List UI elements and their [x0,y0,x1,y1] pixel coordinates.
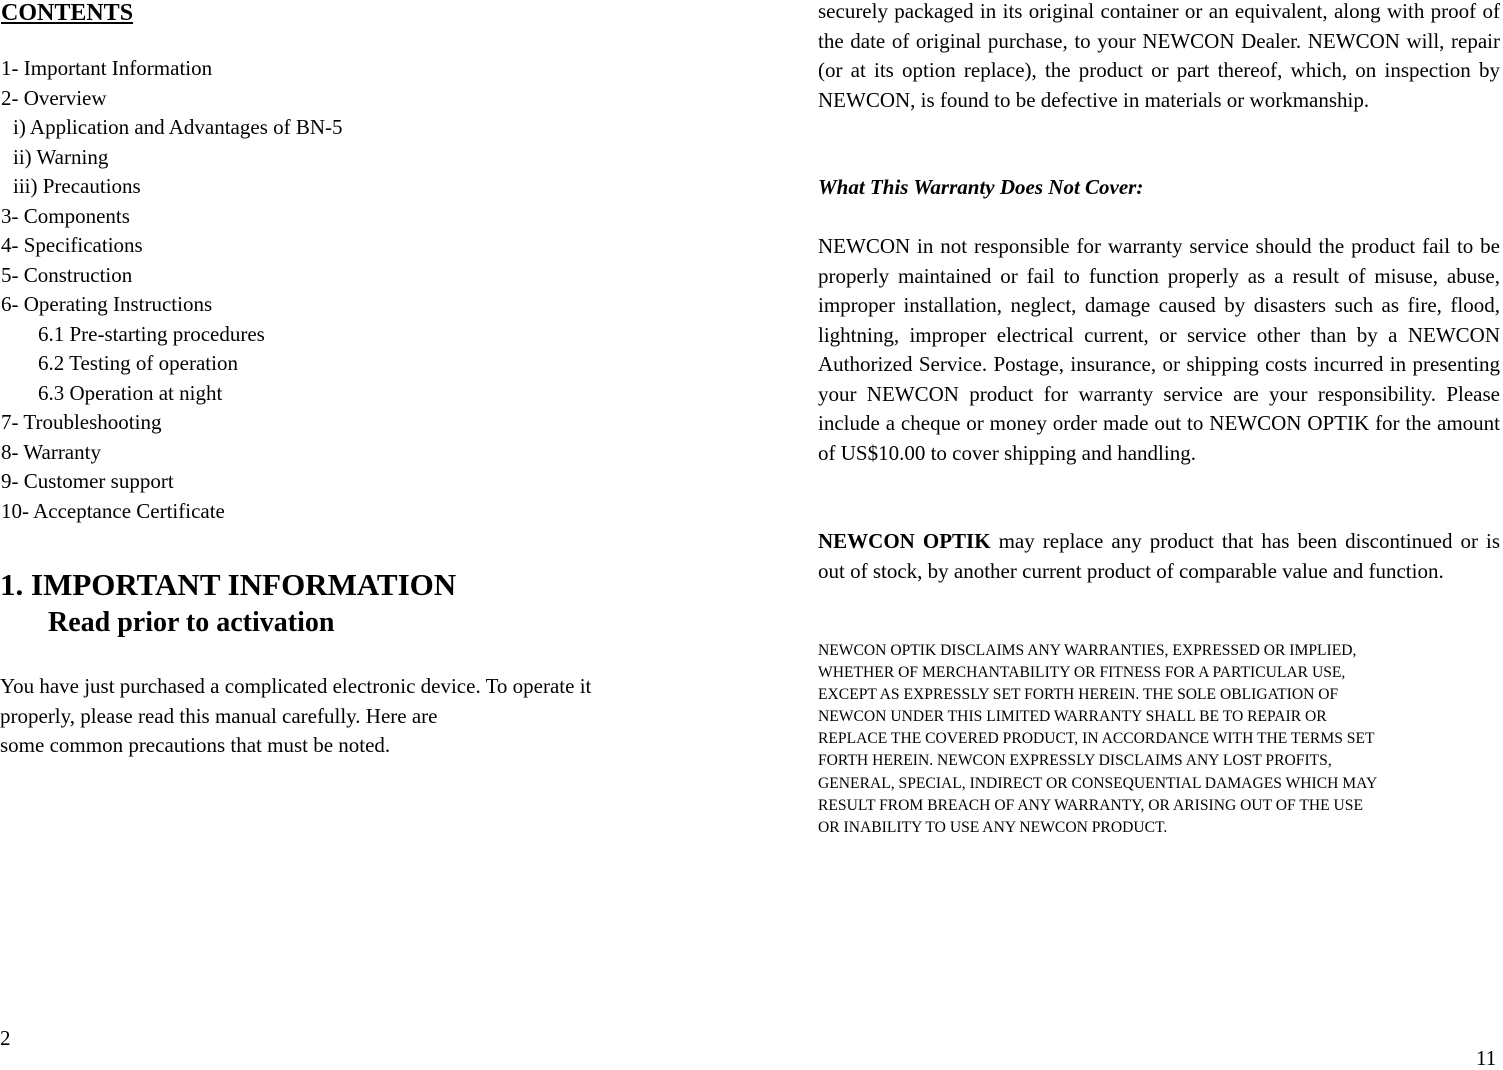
toc-subitem: ii) Warning [13,144,109,169]
toc-subitem: 6.2 Testing of operation [38,351,238,375]
disclaimer-line: REPLACE THE COVERED PRODUCT, IN ACCORDANCE WITH THE TERMS SET [818,730,1375,748]
warranty-exclusions-paragraph: NEWCON in not responsible for warranty service should the product fail to be properly maintained or fail to function properly as a result of misuse, abuse, improper installation, neglect, damage caused by disasters such as fire, flood, lightning, improper electrical current, or service other than by a NEWCON Authorized Service. Postage, insurance, or shipping costs incurred in presenting your NEWCON product for warranty service are your responsibility. Please include a cheque or money order made out to NEWCON OPTIK for the amount of US$10.00 to cover shipping and handling. [818,234,1500,465]
intro-line: some common precautions that must be noted. [0,733,391,757]
toc-item: 9- Customer support [1,469,174,493]
toc-subitem: iii) Precautions [13,174,141,198]
toc-subitem: 6.3 Operation at night [38,380,223,405]
warranty-exclusions-heading: What This Warranty Does Not Cover: [818,175,1144,199]
page-number: 11 [1476,1046,1497,1070]
toc-item: 10- Acceptance Certificate [1,498,225,523]
disclaimer-line: RESULT FROM BREACH OF ANY WARRANTY, OR ARISING OUT OF THE USE [818,796,1364,814]
toc-item: 6- Operating Instructions [1,292,213,316]
left-page [0,0,745,1068]
right-page [818,0,1500,1068]
disclaimer-line: WHETHER OF MERCHANTABILITY OR FITNESS FOR A PARTICULAR USE, [818,664,1346,682]
replacement-text: may replace any product that has been discontinued or is out of stock, by another current product of comparable value and function. [818,529,1500,583]
intro-line: properly, please read this manual carefully. Here are [0,703,438,728]
toc-item: 2- Overview [1,85,107,110]
disclaimer-line: NEWCON OPTIK DISCLAIMS ANY WARRANTIES, EXPRESSED OR IMPLIED, [818,642,1357,659]
table-of-contents [1,54,343,526]
disclaimer-line: EXCEPT AS EXPRESSLY SET FORTH HEREIN. THE SOLE OBLIGATION OF [818,686,1339,704]
contents-title: CONTENTS [1,0,134,26]
page-number: 2 [0,1026,11,1050]
toc-item: 5- Construction [1,262,133,287]
disclaimer-line: NEWCON UNDER THIS LIMITED WARRANTY SHALL BE TO REPAIR OR [818,708,1327,726]
disclaimer-line: OR INABILITY TO USE ANY NEWCON PRODUCT. [818,818,1168,836]
toc-item: 7- Troubleshooting [1,410,162,434]
section-subheading: Read prior to activation [48,607,335,638]
toc-item: 8- Warranty [1,439,101,464]
toc-subitem: i) Application and Advantages of BN-5 [13,115,343,139]
toc-item: 4- Specifications [1,233,143,257]
toc-subitem: 6.1 Pre-starting procedures [38,321,265,346]
toc-item: 3- Components [1,203,130,228]
disclaimer-line: FORTH HEREIN. NEWCON EXPRESSLY DISCLAIMS ANY LOST PROFITS, [818,752,1332,770]
disclaimer-block [818,640,1500,839]
warranty-continuation-paragraph: securely packaged in its original container or an equivalent, along with proof of the date of original purchase, to your NEWCON Dealer. NEWCON will, repair (or at its option replace), the product or part thereof, which, on inspection by NEWCON, is found to be defective in materials or workmanship. [818,0,1500,112]
intro-paragraph [0,672,740,761]
intro-line: You have just purchased a complicated electronic device. To operate it [0,674,592,698]
toc-item: 1- Important Information [1,56,213,80]
brand-name: NEWCON OPTIK [818,529,991,553]
product-replacement-paragraph [818,527,1500,586]
section-heading: 1. IMPORTANT INFORMATION [0,567,457,602]
disclaimer-line: GENERAL, SPECIAL, INDIRECT OR CONSEQUENTIAL DAMAGES WHICH MAY [818,774,1378,792]
